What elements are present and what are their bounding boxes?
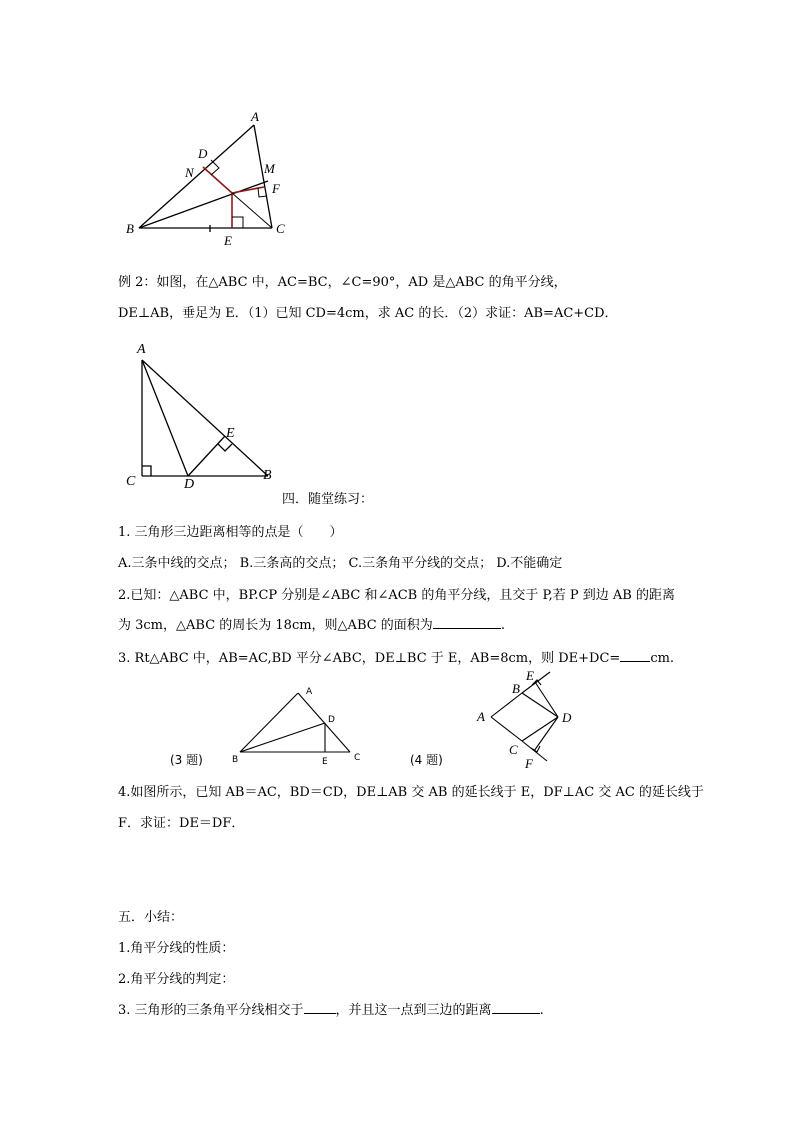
summary-item-3-period: . (539, 1003, 544, 1018)
question-2-line2 (118, 614, 505, 633)
fig4-label-f: F (525, 756, 533, 771)
summary-item-1: 1.角平分线的性质： (118, 941, 235, 956)
fig4-label-c: C (509, 742, 518, 757)
figure-4-kite (405, 668, 590, 773)
figure-2-right-triangle (118, 338, 288, 493)
question-4-line2: F．求证：DE＝DF． (118, 816, 245, 831)
question-2-line1: 2.已知：△ABC 中，BP.CP 分别是∠ABC 和∠ACB 的角平分线，且交于 P,若 P 到边 AB 的距离 (118, 588, 675, 603)
answer-blank-distance (492, 1001, 540, 1014)
answer-blank-area (433, 616, 501, 629)
section4-title: 四．随堂练习： (282, 492, 374, 507)
fig3-label-e: E (322, 757, 328, 767)
fig4-label-a: A (477, 709, 485, 724)
question-3-text: 3. Rt△ABC 中，AB=AC,BD 平分∠ABC，DE⊥BC 于 E，AB=8cm，则 DE+DC= (118, 651, 621, 666)
question-1-options: A.三条中线的交点； B.三条高的交点； C.三条角平分线的交点； D.不能确定 (118, 556, 563, 571)
summary-item-2: 2.角平分线的判定： (118, 972, 235, 987)
fig4-label-b: B (512, 681, 520, 696)
example2-line1: 例 2：如图，在△ABC 中，AC=BC，∠C=90°，AD 是△ABC 的角平分线， (118, 275, 567, 290)
fig1-label-m: M (264, 161, 275, 176)
fig3-caption: (3 题) (170, 753, 203, 767)
fig1-label-d: D (198, 146, 208, 161)
question-1: 1. 三角形三边距离相等的点是（ ） (118, 525, 343, 540)
fig2-label-c: C (126, 474, 136, 489)
question-3 (118, 647, 674, 666)
summary-item-3-part2: ，并且这一点到三边的距离 (335, 1003, 492, 1018)
fig4-caption: (4 题) (410, 753, 443, 767)
example2-line2: DE⊥AB，垂足为 E．（1）已知 CD=4cm，求 AC 的长．（2）求证：AB=AC+CD． (118, 306, 618, 321)
fig1-label-f: F (272, 181, 280, 196)
fig2-label-b: B (263, 468, 272, 483)
question-3-unit: cm. (650, 651, 675, 666)
fig2-label-d: D (184, 477, 195, 492)
fig4-label-d: D (562, 710, 572, 725)
question-2-period: . (500, 618, 505, 633)
fig4-label-e: E (526, 668, 534, 683)
figure-1-triangle-bisectors (118, 105, 308, 250)
fig3-label-a: A (306, 687, 313, 697)
summary-item-3-part1: 3. 三角形的三条角平分线相交于 (118, 1003, 304, 1018)
fig3-label-b: B (232, 755, 239, 765)
fig3-label-c: C (354, 753, 361, 763)
fig1-label-a: A (251, 109, 259, 124)
fig1-label-b: B (126, 221, 134, 236)
question-2-text: 为 3cm，△ABC 的周长为 18cm，则△ABC 的面积为 (118, 618, 433, 633)
fig3-label-d: D (328, 715, 335, 725)
fig2-label-a: A (137, 342, 146, 357)
summary-item-3 (118, 999, 544, 1018)
fig1-label-n: N (185, 165, 194, 180)
answer-blank-sum (620, 649, 650, 662)
fig1-label-e: E (224, 233, 232, 248)
figure-3-triangle (160, 682, 375, 772)
fig2-label-e: E (226, 426, 235, 441)
section5-title: 五．小结： (118, 910, 184, 925)
answer-blank-intersection (304, 1001, 336, 1014)
question-4-line1: 4.如图所示，已知 AB＝AC，BD＝CD，DE⊥AB 交 AB 的延长线于 E，DF⊥AC 交 AC 的延长线于 (118, 785, 704, 800)
fig1-label-c: C (276, 221, 285, 236)
